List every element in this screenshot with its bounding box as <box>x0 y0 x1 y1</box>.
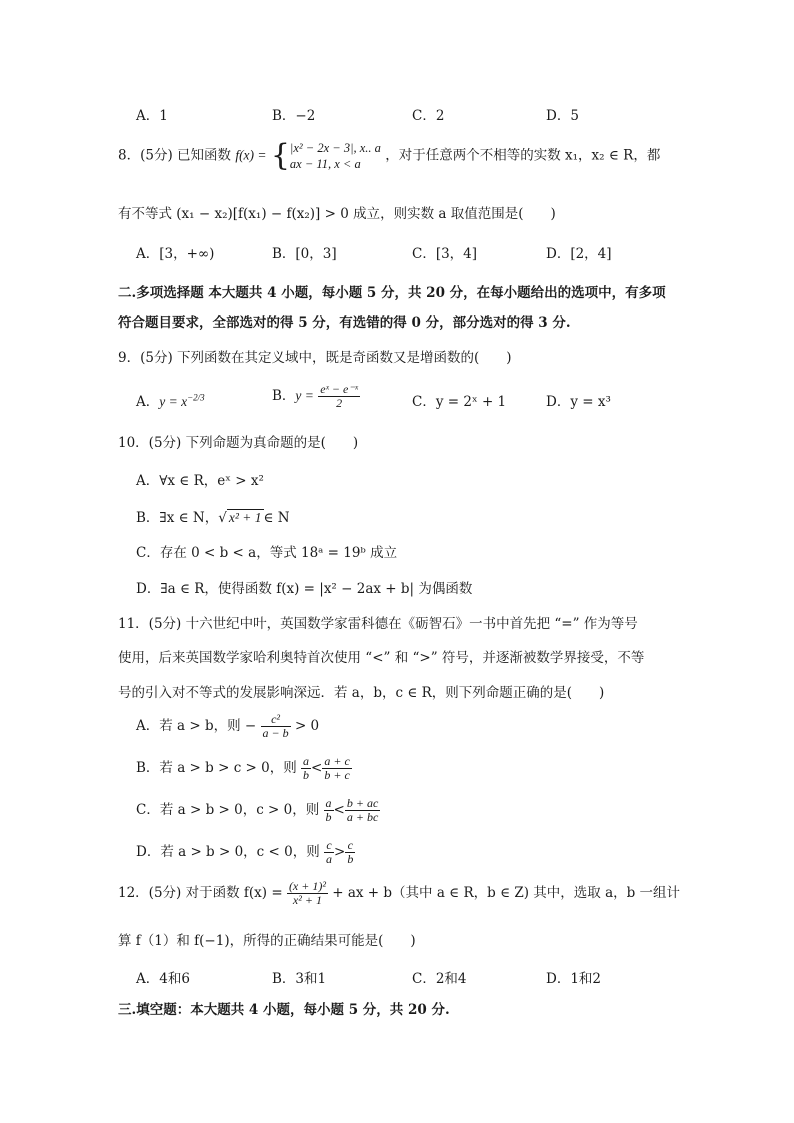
q11-option-d-r-den: b <box>347 852 354 867</box>
section2-heading-line2: 符合题目要求，全部选对的得 5 分，有选错的得 0 分，部分选对的得 3 分. <box>118 315 571 331</box>
q8-option-d: D．[2，4] <box>546 246 612 262</box>
q12-post: + ax + b（其中 a ∈ R，b ∈ Z) 其中，选取 a，b 一组计 <box>332 885 681 902</box>
q11-option-c-mid: < <box>333 802 345 819</box>
q11-line2: 使用，后来英国数学家哈利奥特首次使用 “<” 和 “>” 符号，并逐渐被数学界接受，不等 <box>118 650 645 666</box>
q7-option-c: C．2 <box>412 108 445 124</box>
q9-option-b-num: eˣ − e⁻ˣ <box>320 382 359 396</box>
q7-option-b: B．−2 <box>272 108 316 124</box>
q12-pre: 12．(5分) 对于函数 f(x) = <box>118 885 283 902</box>
q9-option-a-base: y = x <box>159 394 188 409</box>
q11-option-b-right-fraction <box>322 755 351 782</box>
q12-num: (x + 1)² <box>288 879 326 893</box>
q11-option-a-pre: A．若 a > b，则 − <box>136 718 257 735</box>
q8-line2: 有不等式 (x₁ − x₂)[f(x₁) − f(x₂)] > 0 成立，则实数 a 取值范围是( ) <box>118 206 556 222</box>
q11-option-d-mid: > <box>334 844 346 861</box>
q10-option-d: D．∃a ∈ R，使得函数 f(x) = |x² − 2ax + b| 为偶函数 <box>136 581 473 597</box>
q11-option-a <box>136 713 319 740</box>
q11-option-d <box>136 839 355 866</box>
q11-option-b-r-den: b + c <box>324 768 350 783</box>
q9-stem: 9．(5分) 下列函数在其定义域中，既是奇函数又是增函数的( ) <box>118 350 512 366</box>
q11-option-c-r-num: b + ac <box>346 796 379 810</box>
q12-option-d: D．1和2 <box>546 971 602 987</box>
q8-prefix: 8．(5分) 已知函数 <box>118 147 232 164</box>
q11-option-b-left-fraction <box>301 755 311 782</box>
q11-option-c-left-fraction <box>324 797 334 824</box>
q10-option-b <box>136 506 290 526</box>
q8-case-1: |x² − 2x − 3|, x.. a <box>289 141 381 155</box>
q10-option-b-radicand: x² + 1 <box>228 510 262 525</box>
q9-option-d: D．y = x³ <box>546 394 611 410</box>
q11-option-d-pre: D．若 a > b > 0，c < 0，则 <box>136 844 320 861</box>
section2-heading-line1: 二.多项选择题 本大题共 4 小题，每小题 5 分，共 20 分，在每小题给出的选项中，有多项 <box>118 285 666 301</box>
section3-heading: 三.填空题：本大题共 4 小题，每小题 5 分，共 20 分. <box>118 1002 450 1018</box>
q11-option-b-mid: < <box>311 760 323 777</box>
q11-option-c-pre: C．若 a > b > 0，c > 0，则 <box>136 802 320 819</box>
q11-option-b-r-num: a + c <box>324 754 350 768</box>
q8-cases <box>290 140 381 172</box>
q12-option-b: B．3和1 <box>272 971 327 987</box>
q11-option-d-l-den: a <box>326 852 333 867</box>
q11-option-d-r-num: c <box>345 839 355 853</box>
q12-den: x² + 1 <box>292 893 322 908</box>
q8-stem <box>118 140 660 172</box>
q9-option-b-den: 2 <box>336 396 343 411</box>
q11-option-b-l-den: b <box>303 768 310 783</box>
q9-option-a <box>136 390 205 410</box>
q12-option-a: A．4和6 <box>136 971 190 987</box>
q10-option-c: C．存在 0 < b < a，等式 18ᵃ = 19ᵇ 成立 <box>136 545 398 561</box>
q11-option-b <box>136 755 352 782</box>
q11-option-c-right-fraction <box>345 797 380 824</box>
q8-brace: { <box>270 138 290 173</box>
q10-stem: 10．(5分) 下列命题为真命题的是( ) <box>118 435 359 451</box>
q11-line1: 11．(5分) 十六世纪中叶，英国数学家雷科德在《砺智石》一书中首先把 “=” 作为等号 <box>118 616 638 632</box>
q11-option-a-fraction <box>261 713 291 740</box>
q8-suffix: ，对于任意两个不相等的实数 x₁，x₂ ∈ R，都 <box>385 147 661 164</box>
q7-option-d: D．5 <box>546 108 579 124</box>
q11-option-d-l-num: c <box>324 839 334 853</box>
q8-case-2: ax − 11, x < a <box>289 157 361 171</box>
q11-option-c-l-num: a <box>325 796 332 810</box>
q11-line3: 号的引入对不等式的发展影响深远．若 a，b，c ∈ R，则下列命题正确的是( ) <box>118 685 605 701</box>
q11-option-c <box>136 797 380 824</box>
q9-option-b-label: B． <box>272 388 296 405</box>
q11-option-c-r-den: a + bc <box>346 810 379 825</box>
q11-option-a-post: > 0 <box>294 718 320 735</box>
q11-option-a-num: c² <box>261 713 291 727</box>
q12-stem <box>118 880 680 907</box>
q8-option-a: A．[3，+∞) <box>136 246 215 262</box>
q8-func-lhs: f(x) = <box>235 147 267 163</box>
q10-option-a: A．∀x ∈ R，eˣ > x² <box>136 473 264 489</box>
q12-option-c: C．2和4 <box>412 971 467 987</box>
q9-option-a-exp: −2/3 <box>187 392 205 403</box>
q10-option-b-post: ∈ N <box>263 510 290 526</box>
q11-option-d-right-fraction <box>345 839 355 866</box>
q9-option-a-label: A． <box>136 394 160 410</box>
sqrt-icon: √ <box>218 510 227 526</box>
q8-option-c: C．[3，4] <box>412 246 478 262</box>
q8-option-b: B．[0，3] <box>272 246 337 262</box>
q11-option-c-l-den: b <box>325 810 332 825</box>
q7-option-a: A．1 <box>136 108 168 124</box>
q11-option-b-l-num: a <box>303 754 310 768</box>
q12-line2: 算 f（1）和 f(−1)，所得的正确结果可能是( ) <box>118 933 416 949</box>
q10-option-b-pre: B．∃x ∈ N， <box>136 510 219 526</box>
q9-option-b-fraction <box>318 383 360 410</box>
q9-option-b <box>272 383 360 410</box>
q9-option-b-lhs: y = <box>295 388 314 404</box>
q12-fraction <box>287 880 328 907</box>
q11-option-a-den: a − b <box>262 726 289 741</box>
q9-option-c: C．y = 2ˣ + 1 <box>412 394 507 410</box>
q11-option-d-left-fraction <box>324 839 334 866</box>
q11-option-b-pre: B．若 a > b > c > 0，则 <box>136 760 297 777</box>
